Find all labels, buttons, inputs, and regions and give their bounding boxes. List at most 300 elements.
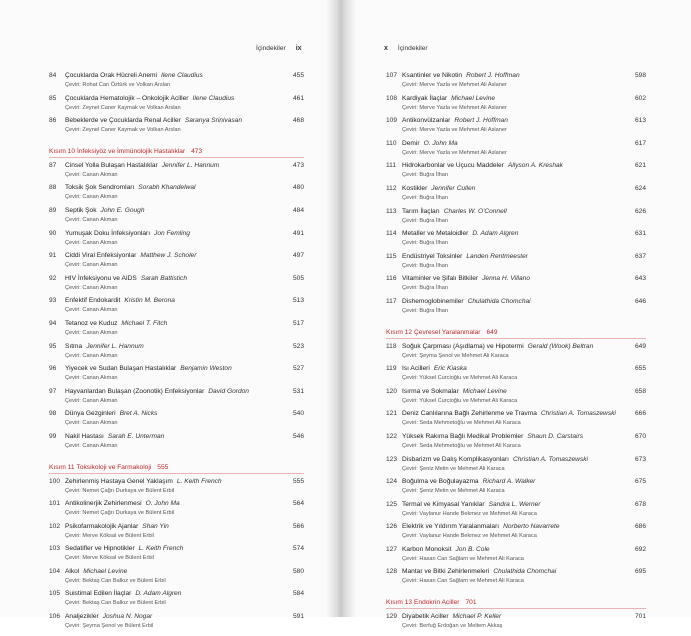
chapter-translators: Çeviri: Rohat Can Öztürk ve Volkan Arslan: [65, 82, 171, 88]
chapter-title: [402, 162, 563, 169]
toc-entry: [386, 501, 646, 524]
table-of-contents: [386, 72, 646, 636]
chapter-page: 621: [634, 162, 646, 170]
chapter-author: Allyson A. Kreshak: [507, 162, 563, 170]
chapter-title-text: HIV İnfeksiyonu ve AIDS: [65, 274, 137, 282]
chapter-title-text: Alkol: [65, 567, 80, 575]
chapter-title-text: Enfektif Endokardit: [65, 297, 121, 305]
chapter-page: 624: [634, 184, 646, 192]
chapter-title: [402, 298, 531, 305]
chapter-number: 100: [49, 477, 61, 485]
toc-entry: [386, 95, 646, 118]
chapter-title: [65, 252, 196, 259]
toc-entry: [49, 275, 304, 298]
chapter-number: 87: [49, 161, 57, 169]
running-head-title: İçindekiler: [397, 45, 428, 52]
part-rule: [386, 338, 646, 339]
toc-entry: [386, 343, 646, 366]
part-title: İnfeksiyöz ve İmmünolojik Hastalıklar: [77, 147, 186, 155]
chapter-translators: Çeviri: Merve Köksal ve Bülent Erbil: [65, 555, 154, 562]
chapter-translators: Çeviri: Buğra İlhan: [402, 240, 449, 247]
chapter-title: [65, 388, 249, 395]
part-label: Kısım 10: [49, 147, 76, 155]
chapter-author: Robert J. Hoffman: [466, 72, 520, 79]
chapter-page: 631: [634, 230, 646, 238]
chapter-translators: Çeviri: Zeynel Caner Kaymak ve Volkan Arslan: [65, 104, 181, 111]
chapter-title-text: Elektrik ve Yıldırım Yaralanmaları: [402, 523, 500, 531]
chapter-translators: Çeviri: Canan Akman: [65, 397, 118, 404]
chapter-translators: Çeviri: Vaylanur Hande Bekmez ve Mehmet Ali Karaca: [402, 533, 537, 540]
chapter-page: 523: [292, 342, 304, 350]
toc-entry: [386, 478, 646, 501]
chapter-number: 118: [386, 342, 397, 350]
chapter-title-text: Analjezikler: [65, 613, 99, 621]
chapter-author: L. Keith French: [138, 545, 184, 553]
chapter-author: Ilene Claudius: [192, 94, 235, 102]
chapter-title: [65, 613, 152, 620]
chapter-translators: Çeviri: Bektaş Can Balkız ve Bülent Erbil: [65, 577, 166, 584]
chapter-translators: Çeviri: Canan Akman: [65, 239, 118, 246]
chapter-number: 124: [386, 478, 398, 486]
part-page: 473: [191, 147, 203, 155]
chapter-number: 106: [49, 613, 61, 621]
chapter-page: 591: [292, 613, 304, 621]
chapter-title: [402, 523, 560, 530]
book-gutter-shadow: [326, 0, 356, 617]
chapter-number: 117: [386, 297, 397, 305]
chapter-translators: Çeviri: Buğra İlhan: [402, 262, 449, 269]
chapter-title-text: Tetanoz ve Kuduz: [65, 319, 118, 327]
chapter-translators: Çeviri: Buğra İlhan: [402, 217, 449, 224]
toc-entry: [386, 72, 646, 95]
part-page: 649: [486, 328, 498, 336]
toc-entry: [386, 275, 646, 298]
chapter-author: L. Keith French: [176, 477, 222, 485]
chapter-translators: Çeviri: Vaylanur Hande Bekmez ve Mehmet Ali Karaca: [402, 510, 537, 517]
chapter-translators: Çeviri: Şeyma Şenol ve Bülent Erbil: [65, 623, 154, 630]
chapter-translators: Çeviri: Seda Mehmetoğlu ve Mehmet Ali Karaca: [402, 420, 521, 427]
chapter-author: Ilene Claudius: [160, 72, 203, 79]
chapter-author: Shan Yin: [142, 522, 169, 530]
chapter-title: [65, 410, 157, 417]
chapter-page: 626: [634, 207, 646, 215]
chapter-author: Jon B. Cole: [455, 545, 490, 553]
chapter-title: [402, 185, 475, 192]
chapter-author: Sorabh Khandelwal: [138, 184, 196, 192]
chapter-title: [65, 523, 169, 530]
chapter-page: 695: [634, 568, 646, 576]
chapter-title-text: Psikofarmakolojik Ajanlar: [65, 522, 139, 530]
toc-entry: [49, 433, 304, 456]
chapter-page: 473: [292, 161, 304, 169]
chapter-title-text: Diyabetik Aciller: [402, 613, 449, 621]
chapter-title: [65, 207, 145, 214]
chapter-number: 84: [49, 72, 57, 79]
chapter-number: 98: [49, 410, 57, 418]
chapter-title: [65, 590, 181, 597]
chapter-title-text: Toksik Şok Sendromları: [65, 184, 135, 192]
chapter-author: Charles W. O'Connell: [443, 207, 507, 215]
toc-entry: [49, 297, 304, 320]
chapter-title-text: Çocuklarda Hematolojik – Onkolojik Aciller: [65, 94, 189, 102]
chapter-author: Jennifer L. Hannum: [161, 161, 220, 169]
toc-entry: [49, 523, 304, 546]
chapter-title: [402, 230, 518, 237]
chapter-author: Robert J. Hoffman: [454, 117, 508, 125]
chapter-translators: Çeviri: Bektaş Can Balkız ve Bülent Erbil: [65, 600, 166, 607]
part-rule: [49, 157, 304, 158]
chapter-title-text: Bebeklerde ve Çocuklarda Renal Aciller: [65, 117, 181, 125]
chapter-author: Michael Levine: [451, 94, 496, 102]
chapter-title: [402, 478, 535, 485]
toc-entry: [49, 252, 304, 275]
chapter-number: 95: [49, 342, 57, 350]
chapter-title: [65, 297, 175, 304]
chapter-page: 527: [292, 365, 304, 373]
toc-entry: [386, 298, 646, 321]
toc-entry: [49, 410, 304, 433]
chapter-translators: Çeviri: Yüksel Curcioğlu ve Mehmet Ali Karaca: [402, 375, 518, 382]
chapter-number: 104: [49, 567, 61, 575]
chapter-page: 649: [634, 342, 646, 350]
toc-entry: [386, 388, 646, 411]
chapter-translators: Çeviri: Hasan Can Sağlam ve Mehmet Ali Karaca: [402, 555, 524, 562]
chapter-title: [402, 388, 507, 395]
toc-entry: [49, 207, 304, 230]
chapter-page: 480: [292, 184, 304, 192]
part-rule: [386, 608, 646, 609]
chapter-author: Richard A. Walker: [482, 478, 536, 486]
chapter-translators: Çeviri: Canan Akman: [65, 352, 118, 359]
part-heading: [386, 329, 646, 339]
chapter-title-text: Vitaminler ve Şifalı Bitkiler: [402, 275, 479, 283]
toc-entry: [386, 546, 646, 569]
chapter-page: 574: [292, 545, 304, 553]
chapter-number: 99: [49, 432, 57, 440]
chapter-title-text: Sedatifler ve Hipnotikler: [65, 545, 135, 553]
chapter-page: 675: [634, 478, 646, 486]
toc-entry: [386, 185, 646, 208]
chapter-title: [402, 275, 530, 282]
running-head: [256, 45, 302, 52]
part-label: Kısım 12: [386, 328, 413, 336]
part-title: Çevresel Yaralanmalar: [414, 328, 481, 336]
chapter-title: [402, 343, 593, 350]
chapter-translators: Çeviri: Canan Akman: [65, 194, 118, 201]
chapter-page: 692: [634, 545, 646, 553]
chapter-page: 584: [292, 590, 304, 598]
toc-entry: [49, 365, 304, 388]
chapter-author: O. John Ma: [145, 500, 180, 508]
toc-entry: [49, 568, 304, 591]
chapter-author: Gerald (Wook) Beltran: [527, 342, 594, 350]
chapter-author: Chulathida Chomchai: [467, 297, 531, 305]
chapter-title: [65, 95, 234, 102]
chapter-author: Sandra L. Werner: [488, 500, 541, 508]
chapter-number: 116: [386, 275, 397, 283]
part-page: 701: [465, 599, 477, 607]
chapter-title-text: Dünya Gezginleri: [65, 410, 116, 418]
chapter-number: 112: [386, 184, 397, 192]
chapter-page: 546: [292, 432, 304, 440]
chapter-page: 670: [634, 432, 646, 440]
chapter-number: 109: [386, 117, 398, 125]
chapter-author: Norberto Navarrete: [503, 523, 560, 531]
chapter-title: [65, 320, 167, 327]
chapter-number: 119: [386, 365, 397, 373]
chapter-translators: Çeviri: Merve Yazla ve Mehmet Ali Aslaner: [402, 104, 507, 111]
chapter-number: 101: [49, 500, 61, 508]
chapter-title: [65, 500, 180, 507]
chapter-title-text: Isı Acilleri: [402, 365, 430, 373]
chapter-title-text: Kostikler: [402, 184, 428, 192]
chapter-title: [402, 140, 458, 147]
chapter-number: 105: [49, 590, 61, 598]
chapter-number: 126: [386, 523, 398, 531]
chapter-title: [402, 72, 520, 79]
part-page: 555: [157, 463, 169, 471]
chapter-page: 461: [292, 94, 304, 102]
chapter-translators: Çeviri: Seda Mehmetoğlu ve Mehmet Ali Karaca: [402, 442, 521, 449]
chapter-number: 94: [49, 319, 57, 327]
part-heading: [386, 599, 646, 609]
chapter-title-text: Boğulma ve Boğulayazma: [402, 478, 479, 486]
chapter-title: [402, 208, 507, 215]
chapter-number: 127: [386, 545, 398, 553]
chapter-title-text: Sıtma: [65, 342, 83, 350]
chapter-number: 102: [49, 522, 61, 530]
running-head-title: İçindekiler: [256, 45, 286, 52]
chapter-page: 646: [634, 297, 646, 305]
chapter-title: [65, 230, 190, 237]
chapter-title: [402, 501, 541, 508]
chapter-author: Joshua N. Nogar: [102, 613, 153, 621]
chapter-number: 114: [386, 230, 397, 238]
chapter-author: D. Adam Algren: [472, 230, 519, 238]
chapter-title: [65, 478, 222, 485]
chapter-translators: Çeviri: Merve Yazla ve Mehmet Ali Aslaner: [402, 82, 507, 88]
chapter-author: Michael Levine: [83, 567, 128, 575]
chapter-page: 617: [634, 139, 646, 147]
chapter-page: 468: [292, 117, 304, 125]
chapter-title-text: Dishemoglobinemiler: [402, 297, 464, 305]
chapter-page: 602: [634, 94, 646, 102]
chapter-title-text: Isırma ve Sokmalar: [402, 387, 459, 395]
chapter-translators: Çeviri: Buğra İlhan: [402, 307, 449, 314]
part-heading: [49, 148, 304, 158]
chapter-translators: Çeviri: Buğra İlhan: [402, 285, 449, 292]
chapter-title-text: Metaller ve Metaloidler: [402, 230, 469, 238]
chapter-page: 455: [292, 72, 304, 79]
running-head: [384, 45, 428, 52]
chapter-title: [65, 72, 203, 79]
toc-entry: [386, 410, 646, 433]
chapter-author: David Gordon: [208, 387, 249, 395]
chapter-title-text: Hidrokarbonlar ve Uçucu Maddeler: [402, 162, 504, 170]
chapter-author: Jennifer L. Hannum: [86, 342, 144, 350]
chapter-page: 531: [292, 387, 304, 395]
chapter-translators: Çeviri: Canan Akman: [65, 442, 118, 449]
chapter-author: Christian A. Tomaszewski: [513, 455, 588, 463]
part-title: Toksikoloji ve Farmakoloji: [76, 463, 152, 471]
chapter-translators: Çeviri: Merve Köksal ve Bülent Erbil: [65, 532, 154, 539]
toc-entry: [49, 320, 304, 343]
chapter-page: 613: [634, 117, 646, 125]
chapter-page: 658: [634, 387, 646, 395]
chapter-author: Michael Levine: [462, 387, 507, 395]
chapter-page: 678: [634, 500, 646, 508]
chapter-author: John E. Gough: [100, 206, 145, 214]
chapter-translators: Çeviri: Şeniz Metin ve Mehmet Ali Karaca: [402, 488, 505, 495]
chapter-translators: Çeviri: Yüksel Curcioğlu ve Mehmet Ali Karaca: [402, 397, 518, 404]
chapter-title-text: Demir: [402, 139, 420, 147]
chapter-title-text: Antikolinerjik Zehirlenmesi: [65, 500, 142, 508]
chapter-number: 91: [49, 252, 57, 260]
toc-entry: [49, 95, 304, 118]
chapter-number: 86: [49, 117, 57, 125]
toc-entry: [386, 253, 646, 276]
chapter-title: [65, 365, 232, 372]
chapter-page: 637: [634, 252, 646, 260]
chapter-translators: Çeviri: Canan Akman: [65, 171, 118, 178]
chapter-translators: Çeviri: Canan Akman: [65, 284, 118, 291]
toc-entry: [49, 545, 304, 568]
chapter-number: 115: [386, 252, 397, 260]
toc-entry: [386, 230, 646, 253]
chapter-number: 89: [49, 206, 57, 214]
chapter-title: [65, 568, 127, 575]
chapter-page: 540: [292, 410, 304, 418]
chapter-title-text: Deniz Canlılarına Bağlı Zehirlenme ve Travma: [402, 410, 537, 418]
chapter-author: Kristin M. Berona: [124, 297, 175, 305]
chapter-translators: Çeviri: Canan Akman: [65, 420, 118, 427]
part-label: Kısım 13: [386, 599, 413, 607]
toc-entry: [49, 478, 304, 501]
chapter-number: 123: [386, 455, 398, 463]
chapter-number: 122: [386, 432, 398, 440]
chapter-page: 566: [292, 522, 304, 530]
chapter-number: 113: [386, 207, 397, 215]
chapter-translators: Çeviri: Hasan Can Sağlam ve Mehmet Ali Karaca: [402, 578, 524, 585]
chapter-title-text: Yüksek Rakıma Bağlı Medikal Problemler: [402, 432, 524, 440]
chapter-author: Sarah Battistich: [140, 274, 188, 282]
part-heading: [49, 464, 304, 474]
chapter-page: 497: [292, 252, 304, 260]
chapter-author: Sarah E. Unterman: [107, 432, 165, 440]
chapter-title-text: Karbon Monoksit: [402, 545, 452, 553]
chapter-number: 120: [386, 387, 398, 395]
left-page: [0, 0, 336, 630]
chapter-author: D. Adam Algren: [135, 590, 182, 598]
chapter-title-text: Antikonvülzanlar: [402, 117, 451, 125]
chapter-title-text: Soğuk Çarpması (Aşıdlama) ve Hipotermi: [402, 342, 524, 350]
chapter-page: 643: [634, 275, 646, 283]
chapter-title: [402, 117, 508, 124]
chapter-page: 686: [634, 523, 646, 531]
chapter-page: 701: [634, 613, 646, 621]
chapter-number: 88: [49, 184, 57, 192]
toc-entry: [49, 184, 304, 207]
chapter-author: Bret A. Nicks: [119, 410, 158, 418]
chapter-title: [65, 162, 219, 169]
chapter-translators: Çeviri: Canan Akman: [65, 329, 118, 336]
chapter-title: [402, 365, 467, 372]
chapter-title: [402, 568, 556, 575]
toc-entry: [49, 388, 304, 411]
chapter-author: Matthew J. Scholer: [140, 252, 197, 260]
chapter-number: 111: [386, 162, 397, 170]
chapter-title-text: Hayvanlardan Bulaşan (Zoonotik) Enfeksiyonlar: [65, 387, 205, 395]
chapter-title: [402, 410, 616, 417]
chapter-number: 90: [49, 229, 57, 237]
chapter-title-text: Nakil Hastası: [65, 432, 104, 440]
chapter-page: 580: [292, 567, 304, 575]
chapter-page: 484: [292, 206, 304, 214]
part-title: Endokrin Aciller: [414, 599, 460, 607]
chapter-title: [65, 184, 195, 191]
chapter-author: Benjamin Weston: [180, 365, 232, 373]
chapter-number: 103: [49, 545, 61, 553]
chapter-title: [402, 546, 490, 553]
chapter-author: Saranya Srinivasan: [184, 117, 243, 125]
chapter-title: [65, 117, 242, 124]
chapter-author: Shaun D. Carstairs: [527, 432, 584, 440]
chapter-page: 517: [292, 319, 304, 327]
chapter-translators: Çeviri: Berfuğ Erdoğan ve Meltem Akkaş: [402, 623, 503, 630]
chapter-title-text: Ciddi Viral Enfeksiyonlar: [65, 252, 137, 260]
chapter-author: Jenna H. Villano: [482, 275, 531, 283]
chapter-title-text: Çocuklarda Orak Hücreli Anemi: [65, 72, 157, 79]
chapter-title-text: Ksantinler ve Nikotin: [402, 72, 463, 79]
chapter-page: 666: [634, 410, 646, 418]
chapter-title: [402, 253, 528, 260]
chapter-page: 491: [292, 229, 304, 237]
chapter-translators: Çeviri: Merve Yazla ve Mehmet Ali Aslaner: [402, 149, 507, 156]
chapter-title: [65, 545, 183, 552]
chapter-title: [402, 433, 583, 440]
chapter-translators: Çeviri: Merve Yazla ve Mehmet Ali Aslaner: [402, 127, 507, 134]
toc-entry: [49, 343, 304, 366]
chapter-number: 107: [386, 72, 398, 79]
part-label: Kısım 11: [49, 463, 75, 471]
chapter-author: Christian A. Tomaszewski: [540, 410, 616, 418]
chapter-number: 128: [386, 568, 398, 576]
chapter-author: Jennifer Cullen: [431, 184, 476, 192]
chapter-author: Chulathida Chomchai: [493, 568, 557, 576]
page-number: x: [384, 45, 388, 52]
chapter-number: 129: [386, 613, 398, 621]
chapter-author: O. John Ma: [423, 139, 458, 147]
chapter-translators: Çeviri: Canan Akman: [65, 262, 118, 269]
chapter-title-text: Septik Şok: [65, 206, 97, 214]
chapter-translators: Çeviri: Buğra İlhan: [402, 194, 449, 201]
chapter-title-text: Termal ve Kimyasal Yanıklar: [402, 500, 485, 508]
chapter-translators: Çeviri: Canan Akman: [65, 307, 118, 314]
chapter-translators: Çeviri: Canan Akman: [65, 216, 118, 223]
chapter-title-text: Zehirlenmiş Hastaya Genel Yaklaşım: [65, 477, 173, 485]
chapter-title: [402, 95, 495, 102]
toc-entry: [386, 613, 646, 636]
toc-entry: [49, 500, 304, 523]
chapter-title-text: Tarım İlaçları: [402, 207, 440, 215]
chapter-page: 564: [292, 500, 304, 508]
chapter-translators: Çeviri: Canan Akman: [65, 375, 118, 382]
chapter-translators: Çeviri: Nemet Çağrı Durkaya ve Bülent Erbil: [65, 487, 175, 494]
chapter-translators: Çeviri: Nemet Çağrı Durkaya ve Bülent Erbil: [65, 510, 175, 517]
toc-entry: [49, 590, 304, 613]
toc-entry: [49, 613, 304, 636]
chapter-author: Landen Rentmeester: [466, 252, 528, 260]
